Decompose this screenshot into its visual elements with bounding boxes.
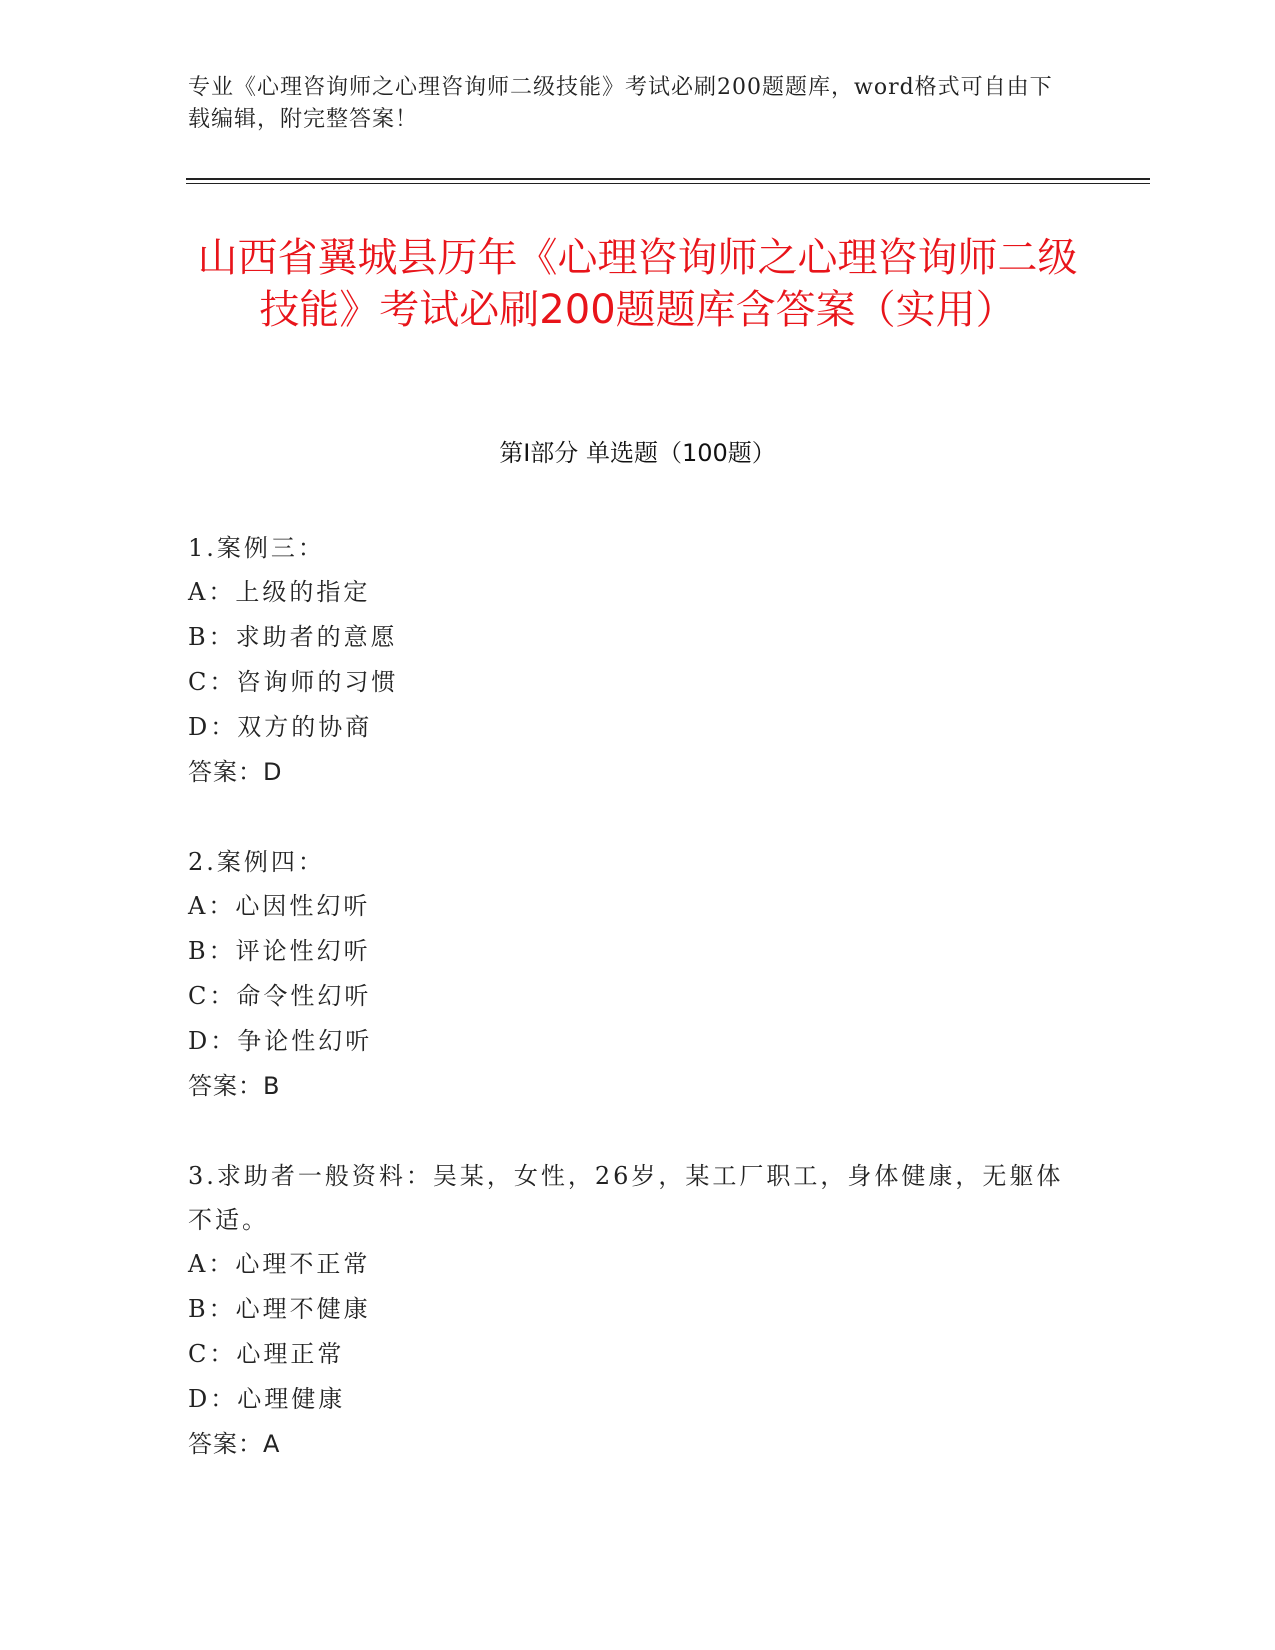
question-text: 3.求助者一般资料：吴某，女性，26岁，某工厂职工，身体健康，无躯体不适。 [188, 1162, 1064, 1234]
header-note: 专业《心理咨询师之心理咨询师二级技能》考试必刷200题题库，word格式可自由下载编辑，附完整答案！ [188, 75, 1053, 132]
question-text: 2.案例四： [188, 848, 325, 876]
option-a: A：心因性幻听 [188, 892, 371, 920]
answer-line: 答案：D [188, 758, 283, 786]
question-2 [188, 840, 1068, 1109]
option-a: A：上级的指定 [188, 578, 371, 606]
option-d: D：争论性幻听 [188, 1027, 373, 1055]
header-rule-thick [186, 178, 1150, 180]
header-rule-thin [186, 183, 1150, 184]
option-d: D：双方的协商 [188, 713, 373, 741]
option-b: B：心理不健康 [188, 1295, 371, 1323]
option-b: B：求助者的意愿 [188, 623, 398, 651]
document-title: 山西省翼城县历年《心理咨询师之心理咨询师二级技能》考试必刷200题题库含答案（实用） [197, 235, 1078, 333]
option-c: C：命令性幻听 [188, 982, 372, 1010]
option-d: D：心理健康 [188, 1385, 346, 1413]
option-c: C：心理正常 [188, 1340, 345, 1368]
section-title: 第I部分 单选题（100题） [499, 439, 776, 467]
answer-line: 答案：A [188, 1430, 281, 1458]
question-1 [188, 526, 1068, 795]
question-3 [188, 1154, 1068, 1467]
option-a: A：心理不正常 [188, 1250, 371, 1278]
option-b: B：评论性幻听 [188, 937, 371, 965]
question-list [188, 526, 1068, 1512]
answer-line: 答案：B [188, 1072, 281, 1100]
question-text: 1.案例三： [188, 534, 325, 562]
option-c: C：咨询师的习惯 [188, 668, 399, 696]
